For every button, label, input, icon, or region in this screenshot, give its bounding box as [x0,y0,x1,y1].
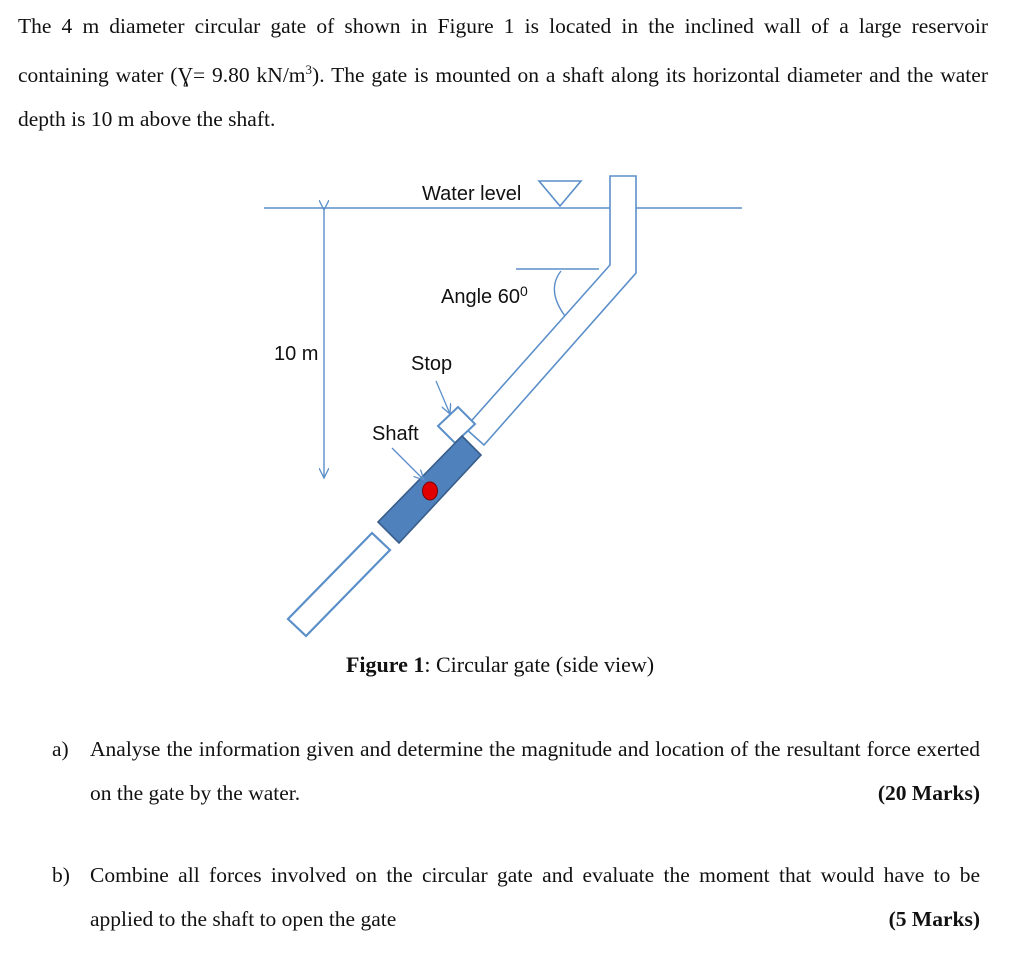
angle-label [441,283,528,308]
lower-wall-segment [288,533,390,636]
question-a-letter: a) [52,737,69,761]
question-b [52,853,980,941]
statement-part-2: = 9.80 kN/m [193,63,306,88]
inclined-wall [465,176,636,445]
shaft-leader-arrow [392,448,424,480]
question-b-letter: b) [52,863,70,887]
figure-caption-number: Figure 1 [345,652,425,677]
shaft-pivot [423,482,438,500]
stop-leader-arrow [436,381,450,414]
question-b-text: Combine all forces involved on the circular gate and evaluate the moment that would have to be applied to the shaft to open the gate [90,863,980,931]
shaft-label: Shaft [372,423,419,445]
question-a-marks: (20 Marks) [877,781,980,805]
statement-part-3: ). The gate is mounted on a shaft along its horizontal diameter and the water depth is 10 m above the shaft. [18,63,988,132]
cubic-superscript: 3 [305,62,313,77]
gate-figure [0,150,1024,650]
figure-caption-text: : Circular gate (side view) [424,652,655,677]
figure-caption [0,652,1000,678]
question-a [52,727,980,815]
depth-label: 10 m [274,343,319,365]
gamma-symbol: Ɣ [177,63,193,88]
stop-block [438,407,475,443]
problem-statement [18,4,988,141]
angle-value: Angle 60 [441,286,520,308]
question-b-marks: (5 Marks) [888,907,980,931]
water-level-label: Water level [422,183,522,205]
angle-arc [554,271,565,316]
statement-part-1: The 4 m diameter circular gate of shown in Figure 1 is located in the inclined wall of a large reservoir containing water ( [18,14,988,88]
water-level-triangle-icon [539,181,581,206]
stop-label: Stop [411,353,453,375]
question-a-text: Analyse the information given and determine the magnitude and location of the resultant force exerted on the gate by the water. [90,737,980,805]
angle-degree-mark: 0 [519,283,528,299]
